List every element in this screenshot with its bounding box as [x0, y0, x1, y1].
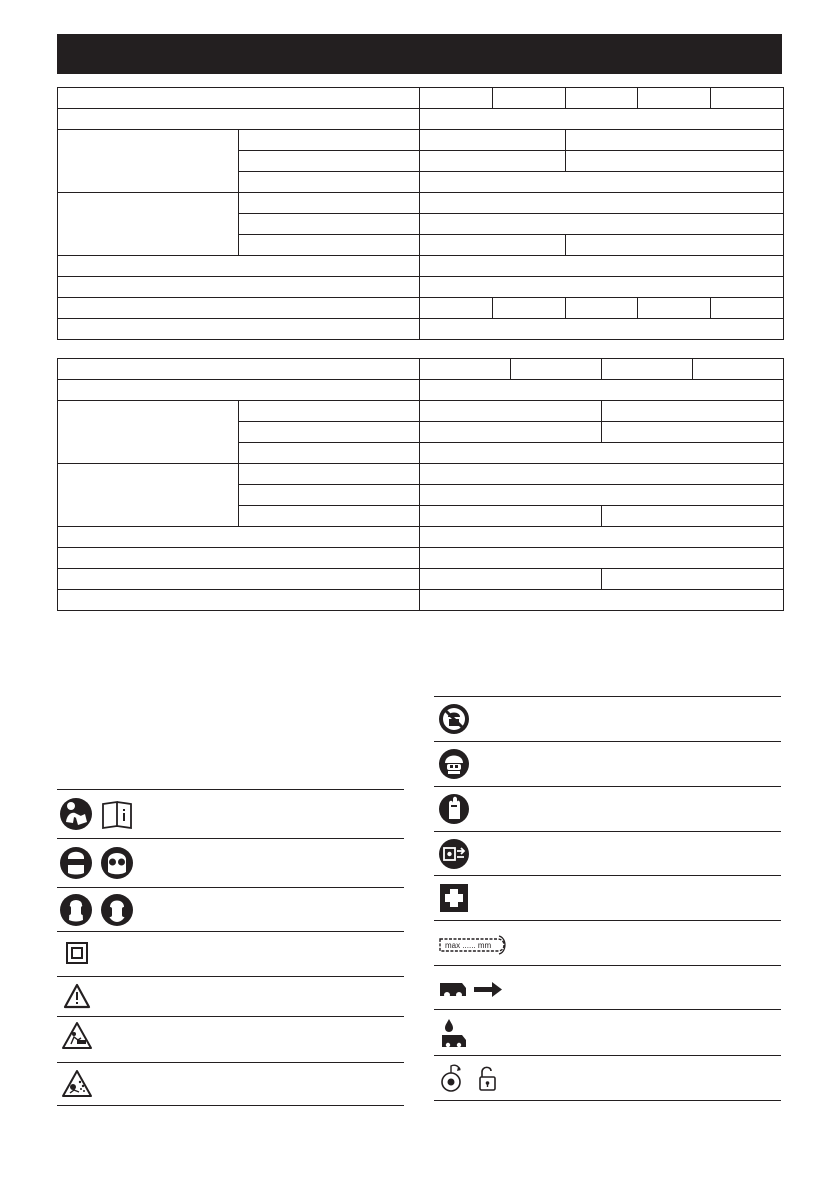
table-cell: [602, 401, 784, 422]
table-cell: [58, 319, 420, 340]
table-cell: [420, 298, 493, 319]
guide-bar-length-icon: [436, 925, 508, 961]
table-row: [58, 256, 784, 277]
table-cell: [58, 298, 420, 319]
table-cell: [711, 88, 784, 109]
gloves-icon: [436, 791, 472, 827]
symbol-row-brake-unlock: [434, 1055, 781, 1101]
table-cell: [638, 298, 711, 319]
table-cell: [420, 109, 784, 130]
table-cell: [566, 151, 784, 172]
table-cell: [420, 277, 784, 298]
symbol-row-no-rain: [434, 696, 781, 741]
table-cell: [58, 256, 420, 277]
table-cell: [239, 235, 420, 256]
table-cell: [58, 590, 420, 611]
symbol-row-guide-bar: [434, 920, 781, 965]
table-cell: [58, 380, 420, 401]
table-cell: [420, 485, 784, 506]
header-bar: [57, 34, 782, 74]
table-row: [58, 109, 784, 130]
table-cell: [420, 151, 566, 172]
table-row: [58, 359, 784, 380]
table-cell: [420, 548, 784, 569]
brake-unlock-icon: [436, 1060, 508, 1096]
symbol-row-flying-debris: [57, 1062, 404, 1106]
table-row: [58, 590, 784, 611]
unplug-icon: [436, 836, 472, 872]
chain-direction-icon: [436, 970, 508, 1006]
table-row: [58, 88, 784, 109]
table-cell: [239, 506, 420, 527]
symbol-row-kickback: [57, 1016, 404, 1062]
table-cell: [58, 401, 239, 464]
chain-oil-icon: [436, 1015, 472, 1051]
table-cell: [420, 401, 602, 422]
spec-table-1: [57, 87, 784, 340]
table-cell: [58, 464, 239, 527]
table-cell: [58, 109, 420, 130]
table-cell: [420, 527, 784, 548]
table-cell: [602, 569, 784, 590]
first-aid-icon: [436, 880, 472, 916]
table-cell: [420, 193, 784, 214]
table-cell: [693, 359, 784, 380]
table-cell: [566, 88, 638, 109]
table-cell: [602, 359, 693, 380]
table-row: [58, 193, 784, 214]
table-cell: [239, 151, 420, 172]
table-cell: [511, 359, 602, 380]
table-cell: [239, 214, 420, 235]
table-cell: [420, 464, 784, 485]
no-rain-icon: [436, 701, 472, 737]
table-cell: [420, 380, 784, 401]
table-row: [58, 569, 784, 590]
warning-triangle-icon: [59, 979, 95, 1015]
table-row: [58, 548, 784, 569]
table-cell: [420, 172, 784, 193]
table-cell: [58, 527, 420, 548]
table-row: [58, 464, 784, 485]
table-cell: [602, 422, 784, 443]
symbol-row-gloves: [434, 786, 781, 831]
table-cell: [420, 319, 784, 340]
table-row: [58, 380, 784, 401]
table-cell: [711, 298, 784, 319]
eye-protection-icon: [59, 845, 137, 881]
helmet-protection-icon: [436, 746, 472, 782]
symbol-row-chain-oil: [434, 1009, 781, 1055]
flying-debris-icon: [59, 1066, 95, 1102]
symbols-list-right: [434, 696, 781, 1101]
symbol-row-first-aid: [434, 875, 781, 920]
ear-protection-icon: [59, 892, 137, 928]
table-cell: [566, 298, 638, 319]
symbol-row-warning: [57, 976, 404, 1016]
table-cell: [420, 422, 602, 443]
read-manual-icon: [59, 796, 137, 832]
table-row: [58, 527, 784, 548]
table-cell: [420, 506, 602, 527]
kickback-warning-icon: [59, 1020, 95, 1052]
table-cell: [420, 235, 566, 256]
table-row: [58, 277, 784, 298]
table-cell: [58, 88, 420, 109]
table-cell: [566, 235, 784, 256]
table-row: [58, 130, 784, 151]
symbol-row-read-manual: [57, 789, 404, 838]
table-cell: [58, 277, 420, 298]
spec-table-2: [57, 358, 784, 611]
symbol-row-eye-protection: [57, 838, 404, 887]
table-cell: [239, 485, 420, 506]
symbol-row-ear-protection: [57, 887, 404, 931]
table-cell: [493, 298, 566, 319]
table-cell: [638, 88, 711, 109]
symbol-row-chain-direction: [434, 965, 781, 1009]
table-cell: [58, 193, 239, 256]
table-cell: [493, 88, 566, 109]
table-cell: [239, 193, 420, 214]
table-cell: [420, 256, 784, 277]
symbol-row-double-insulation: [57, 931, 404, 976]
table-cell: [239, 443, 420, 464]
table-row: [58, 298, 784, 319]
table-cell: [420, 130, 566, 151]
table-cell: [420, 214, 784, 235]
symbol-row-helmet: [434, 741, 781, 786]
double-insulation-icon: [59, 936, 95, 972]
table-cell: [420, 569, 602, 590]
table-cell: [420, 590, 784, 611]
symbol-row-unplug: [434, 831, 781, 875]
table-cell: [239, 422, 420, 443]
table-cell: [239, 172, 420, 193]
table-cell: [602, 506, 784, 527]
guide-bar-length-label: max ...... mm: [445, 941, 492, 950]
table-row: [58, 319, 784, 340]
symbols-list-left: [57, 789, 404, 1106]
table-cell: [58, 130, 239, 193]
table-cell: [420, 443, 784, 464]
table-cell: [239, 130, 420, 151]
table-cell: [58, 548, 420, 569]
table-row: [58, 401, 784, 422]
table-cell: [420, 359, 511, 380]
table-cell: [58, 569, 420, 590]
table-cell: [239, 464, 420, 485]
table-cell: [420, 88, 493, 109]
table-cell: [58, 359, 420, 380]
table-cell: [239, 401, 420, 422]
table-cell: [566, 130, 784, 151]
